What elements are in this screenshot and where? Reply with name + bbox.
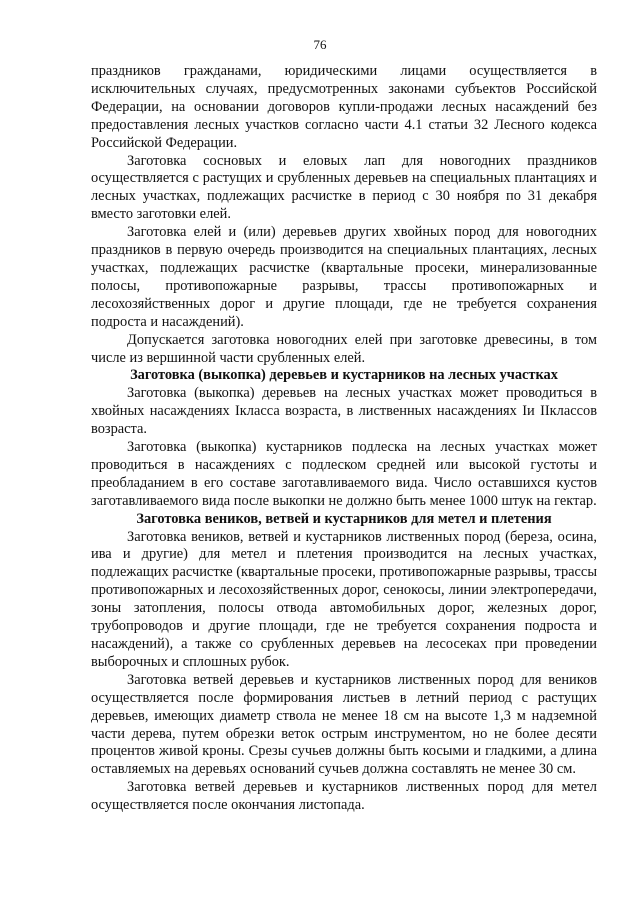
paragraph-allowed-harvest: Допускается заготовка новогодних елей при заготовке древесины, в том числе из вершинной части срубленных елей. xyxy=(91,331,597,366)
section-heading-digging: Заготовка (выкопка) деревьев и кустарников на лесных участках xyxy=(130,367,558,384)
paragraph-broom-timing: Заготовка ветвей деревьев и кустарников лиственных пород для метел осуществляется после окончания листопада. xyxy=(91,779,597,814)
page-number: 76 xyxy=(313,37,327,52)
section-heading-brooms: Заготовка веников, ветвей и кустарников для метел и плетения xyxy=(136,510,552,527)
paragraph-broom-harvest-areas: Заготовка веников, ветвей и кустарников лиственных пород (береза, осина, ива и другие) для метел и плетения производится на лесных участках, подлежащих расчистке (квартальные просеки, противопожарные разрывы, трассы противопожарных и лесохозяйственных дорог, сенокосы, линии электропередачи, зоны затопления, полосы отвода автомобильных дорог, железных дорог, трубопроводов и другие площади, где не требуется сохранения подроста и насаждений), а также со срубленных деревьев на лесосеках при проведении выборочных и сплошных рубок. xyxy=(91,528,597,670)
document-body xyxy=(91,63,597,815)
paragraph-tree-digging: Заготовка (выкопка) деревьев на лесных участках может проводиться в хвойных насаждениях Iкласса возраста, в лиственных насаждениях Iи IIклассов возраста. xyxy=(91,385,597,438)
paragraph-pine-spruce-branches: Заготовка сосновых и еловых лап для новогодних праздников осуществляется с растущих и срубленных деревьев на специальных плантациях и лесных участках, подлежащих расчистке в период с 30 ноября по 31 декабря вместо заготовки елей. xyxy=(91,152,597,223)
paragraph-broom-harvest-rules: Заготовка ветвей деревьев и кустарников лиственных пород для веников осуществляется после формирования листьев в летний период с растущих деревьев, имеющих диаметр ствола не менее 18 см на высоте 1,3 м надземной части дерева, путем обрезки веток острым инструментом, но не более десяти процентов живой кроны. Срезы сучьев должны быть косыми и гладкими, а длина оставляемых на деревьях оснований сучьев должна составлять не менее 30 см. xyxy=(91,671,597,778)
paragraph-shrub-digging: Заготовка (выкопка) кустарников подлеска на лесных участках может проводиться в насаждениях с подлеском средней или высокой густоты и преобладанием в его составе заготавливаемого вида. Число оставшихся кустов заготавливаемого вида после выкопки не должно быть менее 1000 штук на гектар. xyxy=(91,439,597,509)
paragraph-continuation: праздников гражданами, юридическими лицами осуществляется в исключительных случаях, предусмотренных законами субъектов Российской Федерации, на основании договоров купли-продажи лесных насаждений без предоставления лесных участков согласно части 4.1 статьи 32 Лесного кодекса Российской Федерации. xyxy=(91,63,597,151)
paragraph-new-year-trees: Заготовка елей и (или) деревьев других хвойных пород для новогодних праздников в первую очередь производится на специальных плантациях, лесных участках, подлежащих расчистке (квартальные просеки, минерализованные полосы, противопожарные разрывы, трассы противопожарных и лесохозяйственных дорог и другие площади, где не требуется сохранения подроста и насаждений). xyxy=(91,224,597,330)
